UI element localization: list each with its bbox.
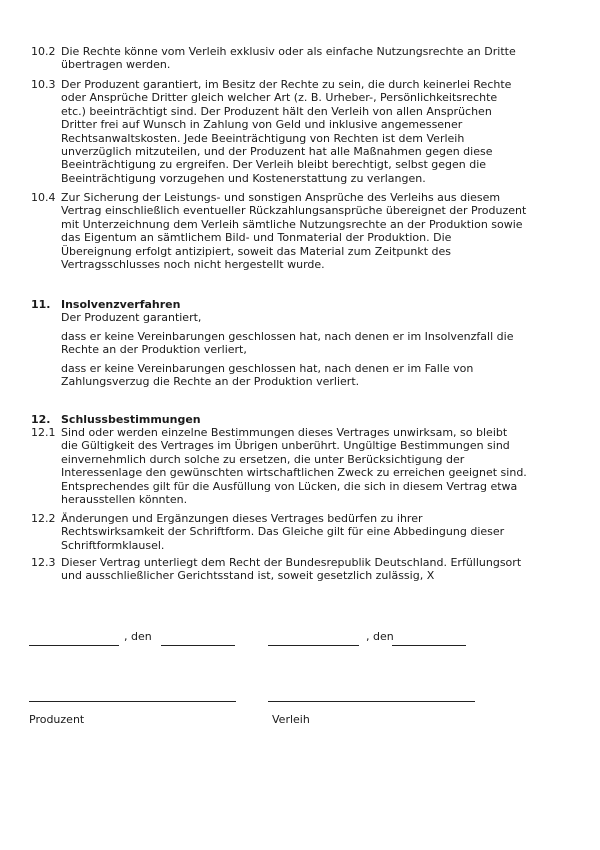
section-title: Schlussbestimmungen <box>61 413 201 426</box>
clause-text: Zur Sicherung der Leistungs- und sonstigen Ansprüche des Verleihs aus diesem Vertrag einschließlich eventueller Rückzahlungsansprüche übereignet der Produzent mit Unterzeichnung dem Verleih sämtliche Nutzungsrechte an der Produktion sowie das Eigentum an sämtlichem Bild- und Tonmaterial der Produktion. Die Übereignung erfolgt antizipiert, soweit das Material zum Zeitpunkt des Vertragsschlusses noch nicht hergestellt wurde. <box>61 191 527 272</box>
producer-place-line[interactable] <box>29 645 119 646</box>
section-number: 11. <box>31 298 51 311</box>
clause-12-1 <box>31 426 551 506</box>
clause-text: Der Produzent garantiert, im Besitz der Rechte zu sein, die durch keinerlei Rechte oder Ansprüche Dritter gleich welcher Art (z. B. Urheber-, Persönlichkeitsrechte etc.) beeinträchtigt sind. Der Produzent hält den Verleih von allen Ansprüchen Dritter frei auf Wunsch in Zahlung von Geld und inklusive angemessener Rechtsanwaltskosten. Jede Beeinträchtigung von Rechten ist dem Verleih unverzüglich mitzuteilen, und der Produzent hat alle Maßnahmen gegen diese Beeinträchtigung zu ergreifen. Der Verleih bleibt berechtigt, selbst gegen die Beeinträchtigung vorzugehen und Kostenerstattung zu verlangen. <box>61 78 512 185</box>
list-item: dass er keine Vereinbarungen geschlossen hat, nach denen er im Insolvenzfall die Rechte an der Produktion verliert, <box>61 329 514 357</box>
producer-den-label: , den <box>124 630 152 643</box>
clause-12-3 <box>31 556 551 583</box>
clause-10-4 <box>31 191 551 271</box>
clause-number: 12.1 <box>31 426 56 439</box>
section-intro: Der Produzent garantiert, <box>61 311 202 325</box>
clause-number: 10.4 <box>31 191 56 204</box>
section-11 <box>31 298 551 388</box>
distributor-place-line[interactable] <box>268 645 359 646</box>
clause-10-3 <box>31 78 551 185</box>
producer-label: Produzent <box>29 713 85 726</box>
clause-number: 10.2 <box>31 45 56 58</box>
clause-text: Änderungen und Ergänzungen dieses Vertrages bedürfen zu ihrer Rechtswirksamkeit der Schriftform. Das Gleiche gilt für eine Abbedingung dieser Schriftformklausel. <box>61 512 505 552</box>
clause-number: 12.2 <box>31 512 56 525</box>
clause-number: 12.3 <box>31 556 56 569</box>
list-item: dass er keine Vereinbarungen geschlossen hat, nach denen er im Falle von Zahlungsverzug die Rechte an der Produktion verliert. <box>61 361 474 389</box>
clause-number: 10.3 <box>31 78 56 91</box>
producer-signature-line[interactable] <box>29 701 236 702</box>
section-heading <box>31 298 551 311</box>
distributor-label: Verleih <box>272 713 310 726</box>
clause-10-2 <box>31 45 551 72</box>
section-title: Insolvenzverfahren <box>61 298 181 311</box>
section-12 <box>31 413 551 426</box>
section-number: 12. <box>31 413 51 426</box>
clause-text: Dieser Vertrag unterliegt dem Recht der Bundesrepublik Deutschland. Erfüllungsort und ausschließlicher Gerichtsstand ist, soweit gesetzlich zulässig, X <box>61 556 522 583</box>
distributor-date-line[interactable] <box>392 645 466 646</box>
clause-text: Die Rechte könne vom Verleih exklusiv oder als einfache Nutzungsrechte an Dritte übertragen werden. <box>61 45 516 72</box>
clause-text: Sind oder werden einzelne Bestimmungen dieses Vertrages unwirksam, so bleibt die Gültigkeit des Vertrages im Übrigen unberührt. Ungültige Bestimmungen sind einvernehmlich durch solche zu ersetzen, die unter Berücksichtigung der Interessenlage den gewünschten wirtschaftlichen Zweck zu erreichen geeignet sind. Entsprechendes gilt für die Ausfüllung von Lücken, die sich in diesem Vertrag etwa herausstellen könnten. <box>61 426 527 507</box>
producer-date-line[interactable] <box>161 645 235 646</box>
clause-12-2 <box>31 512 551 552</box>
distributor-den-label: , den <box>366 630 394 643</box>
section-heading <box>31 413 551 426</box>
distributor-signature-line[interactable] <box>268 701 475 702</box>
